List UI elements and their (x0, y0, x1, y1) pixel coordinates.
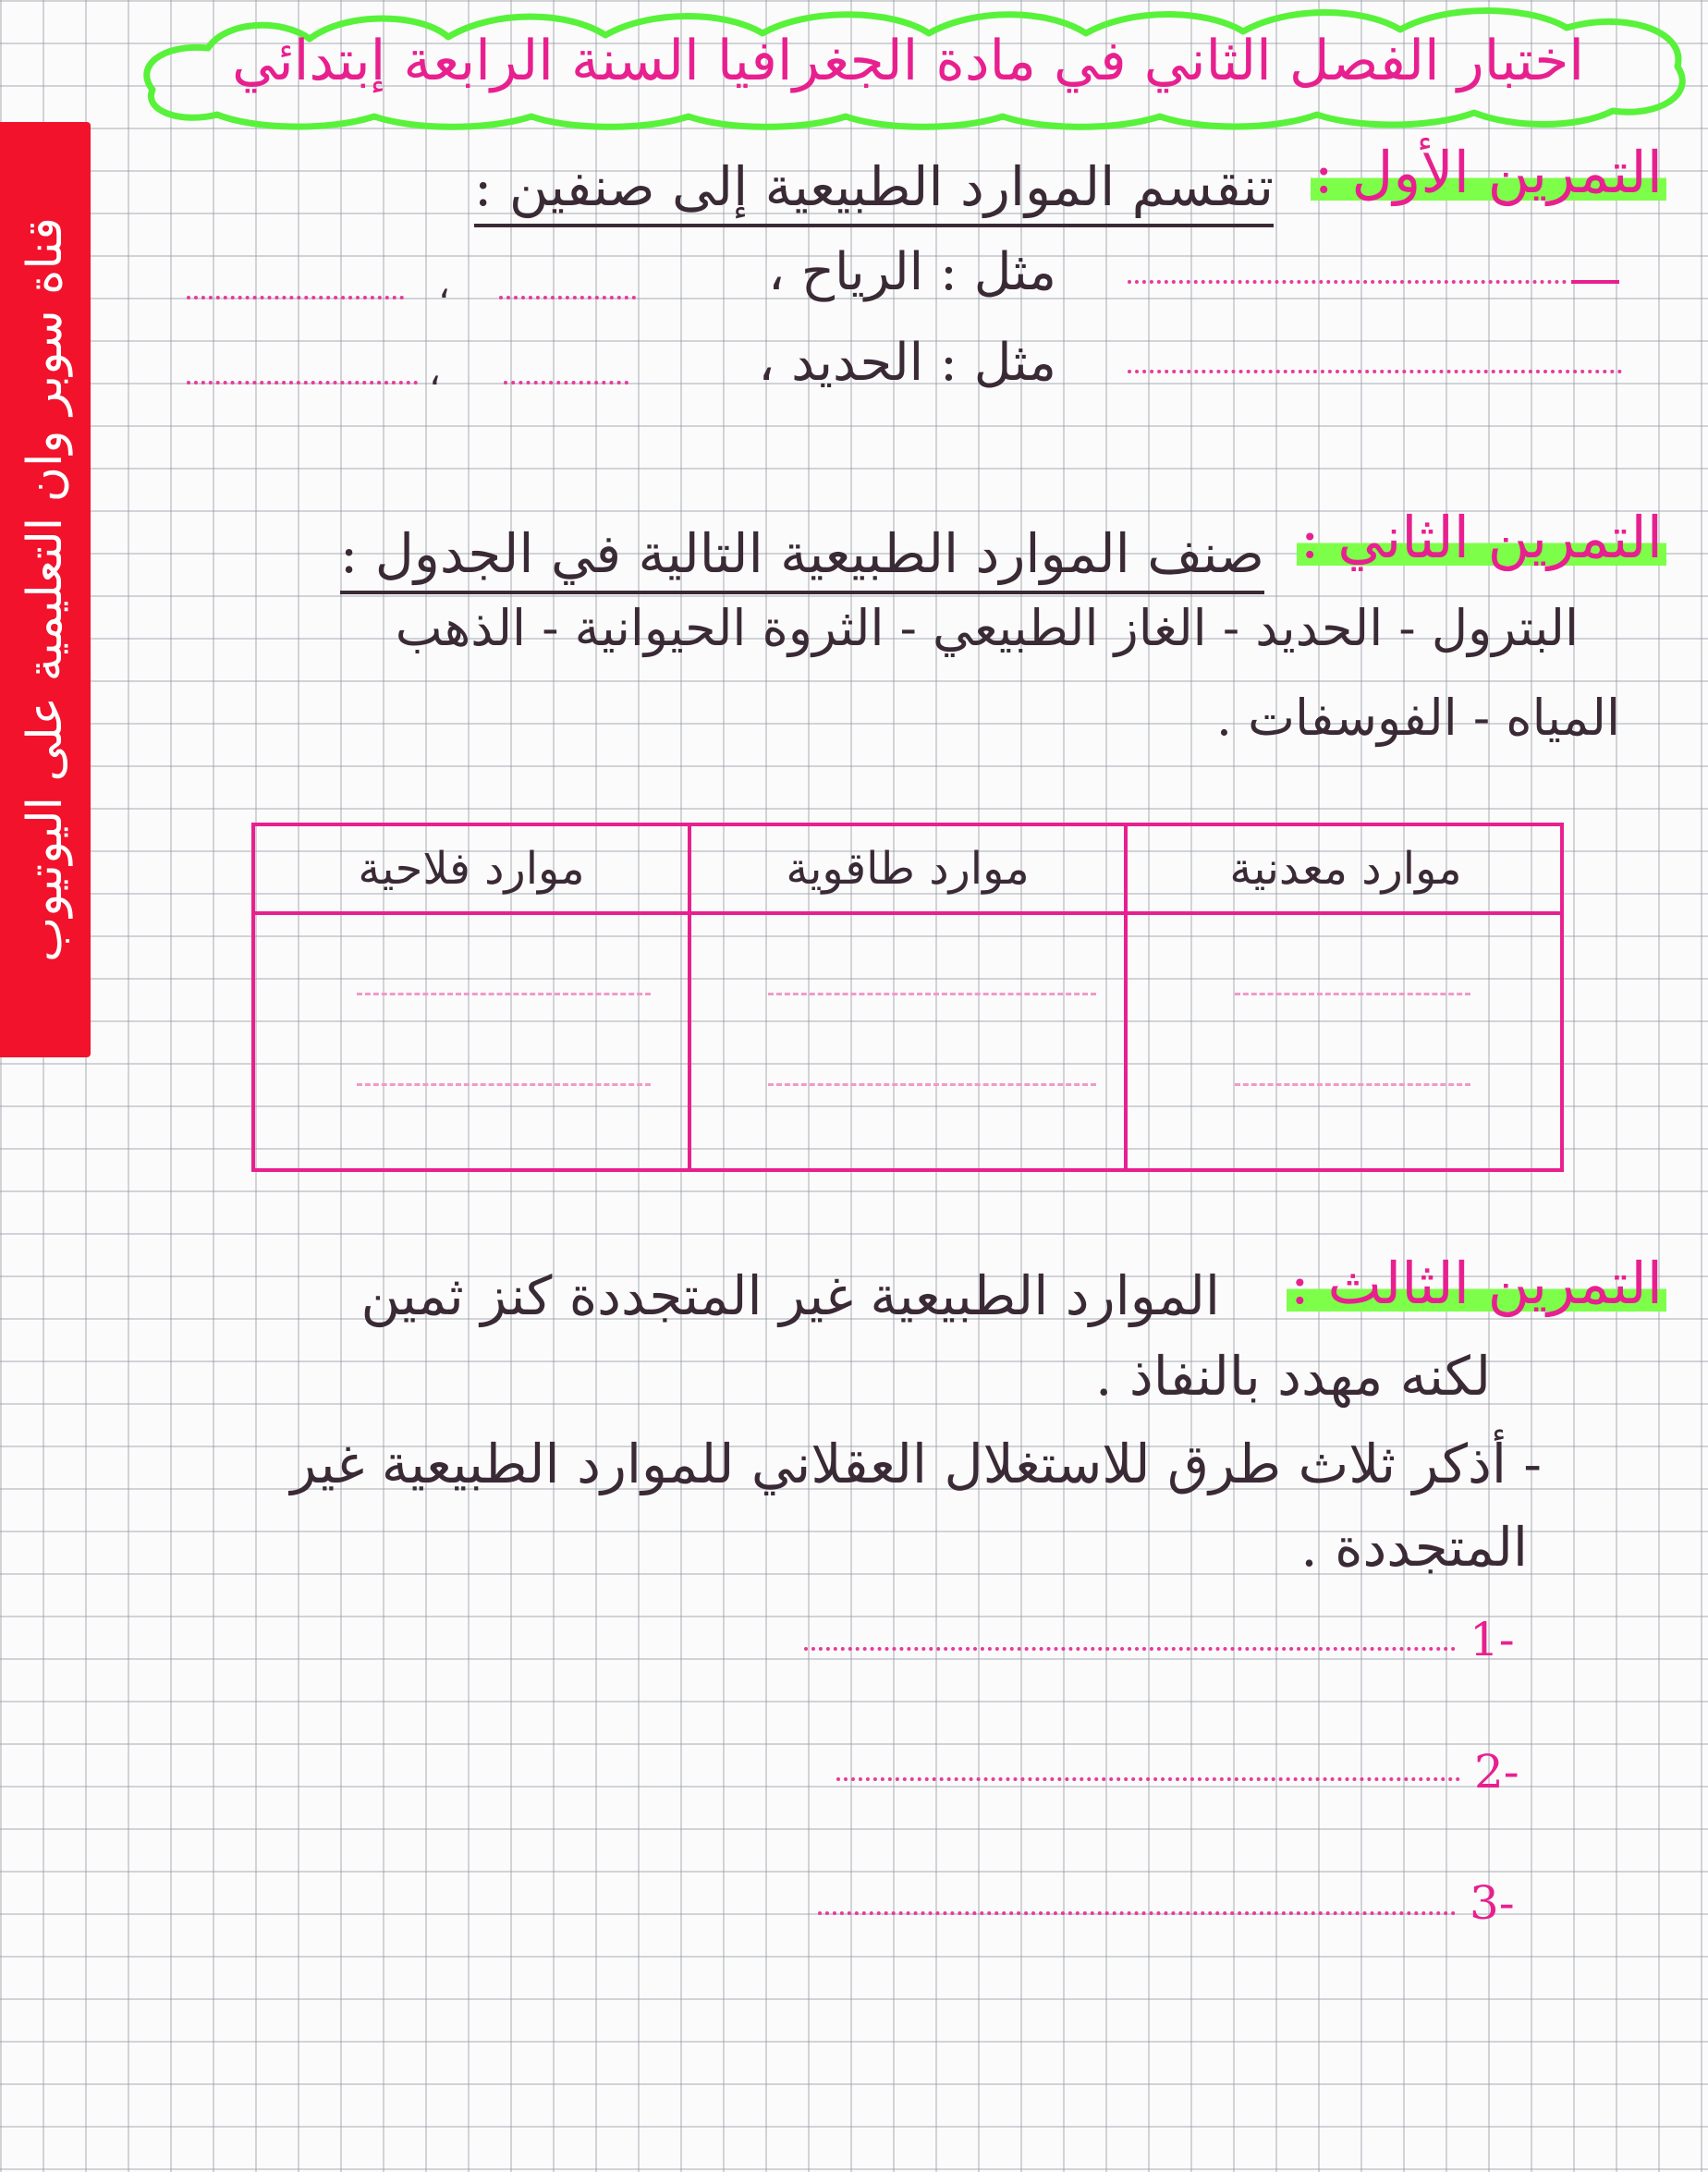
exercise3-task-line2: المتجددة . (1300, 1516, 1528, 1579)
exercise3-title-text: التمرين الثالث : (1287, 1250, 1666, 1317)
side-banner-text: قناة سوبر وان التعليمية على اليوتيوب (18, 217, 73, 962)
page-title: اختبار الفصل الثاني في مادة الجغرافيا السنة الرابعة إبتدائي (232, 29, 1584, 93)
answer-line-3[interactable] (818, 1911, 1456, 1915)
table-header-agricultural: موارد فلاحية (358, 843, 585, 895)
exercise3-prompt-line2: لكنه مهدد بالنفاذ . (1095, 1345, 1491, 1408)
exercise1-title (1311, 139, 1666, 206)
line2-blank-2[interactable] (504, 381, 628, 384)
line1-example: مثل : الرياح ، (768, 242, 1056, 302)
answer-line-1[interactable] (804, 1647, 1456, 1651)
exercise3-title (1287, 1250, 1666, 1317)
table-cell-energy-1[interactable] (768, 993, 1096, 995)
line1-bullet (1571, 280, 1619, 284)
exercise2-prompt (340, 522, 1264, 585)
line2-example: مثل : الحديد ، (758, 333, 1056, 393)
line1-answer-blank[interactable] (1128, 280, 1567, 284)
table-cell-energy-2[interactable] (768, 1083, 1096, 1086)
table-cell-agri-1[interactable] (357, 993, 651, 995)
line1-blank-2[interactable] (499, 296, 636, 299)
exercise1-title-text: التمرين الأول : (1311, 139, 1666, 206)
table-header-divider (255, 911, 1560, 915)
side-banner (0, 122, 91, 1057)
line2-comma: ، (429, 351, 441, 394)
exercise1-prompt (474, 155, 1274, 218)
exercise2-items-line1: البترول - الحديد - الغاز الطبيعي - الثروة الحيوانية - الذهب (395, 599, 1579, 657)
answer-number-2: 2- (1474, 1745, 1519, 1799)
line2-answer-blank[interactable] (1128, 370, 1622, 373)
table-cell-mineral-2[interactable] (1235, 1083, 1470, 1086)
exercise3-task-line1: - أذكر ثلاث طرق للاستغلال العقلاني للموارد الطبيعية غير (290, 1433, 1542, 1495)
table-header-mineral: موارد معدنية (1229, 843, 1462, 895)
exercise2-title (1297, 504, 1666, 571)
answer-line-2[interactable] (836, 1777, 1460, 1781)
table-cell-mineral-1[interactable] (1235, 993, 1470, 995)
line1-comma: ، (438, 264, 450, 307)
exercise1-prompt-text: تنقسم الموارد الطبيعية إلى صنفين : (474, 155, 1274, 227)
exercise2-items-line2: المياه - الفوسفات . (1215, 689, 1620, 747)
classification-table (251, 823, 1564, 1172)
exercise2-title-text: التمرين الثاني : (1297, 504, 1666, 571)
line1-blank-3[interactable] (187, 296, 404, 299)
exercise2-prompt-text: صنف الموارد الطبيعية التالية في الجدول : (340, 522, 1264, 594)
answer-number-3: 3- (1470, 1876, 1515, 1930)
table-header-energy: موارد طاقوية (786, 843, 1030, 895)
line2-blank-3[interactable] (187, 381, 418, 384)
table-cell-agri-2[interactable] (357, 1083, 651, 1086)
answer-number-1: 1- (1470, 1613, 1515, 1666)
exercise3-prompt-line1: الموارد الطبيعية غير المتجددة كنز ثمين (360, 1264, 1220, 1327)
